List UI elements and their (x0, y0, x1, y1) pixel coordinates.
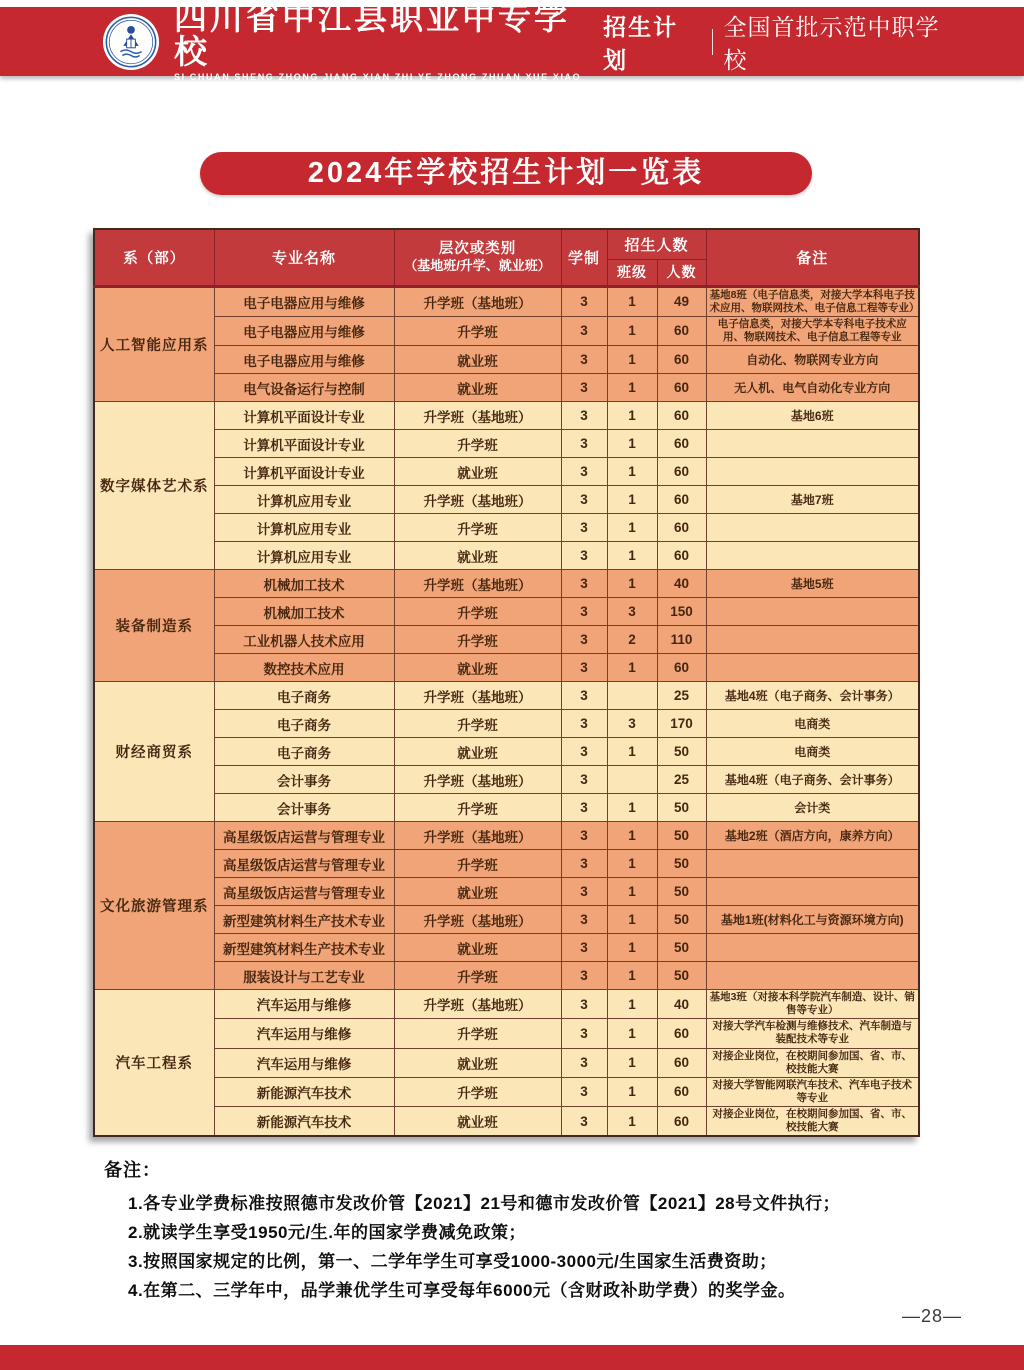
remark-cell: 对接企业岗位，在校期间参加国、省、市、校技能大赛 (706, 1107, 919, 1137)
classes-cell: 1 (607, 486, 657, 514)
classes-cell: 1 (607, 346, 657, 374)
page-title: 2024年学校招生计划一览表 (200, 152, 812, 195)
duration-cell: 3 (561, 286, 607, 316)
duration-cell: 3 (561, 514, 607, 542)
level-cell: 就业班 (394, 542, 561, 570)
classes-cell: 1 (607, 878, 657, 906)
level-cell: 就业班 (394, 878, 561, 906)
table-row (94, 286, 919, 316)
major-cell: 电子电器应用与维修 (214, 286, 394, 316)
students-cell: 60 (657, 486, 706, 514)
duration-cell: 3 (561, 766, 607, 794)
classes-cell: 1 (607, 738, 657, 766)
level-cell: 就业班 (394, 1107, 561, 1137)
table-row (94, 682, 919, 710)
classes-cell: 1 (607, 514, 657, 542)
major-cell: 电子电器应用与维修 (214, 346, 394, 374)
enrollment-table-wrap (93, 228, 918, 1137)
duration-cell: 3 (561, 1019, 607, 1048)
remark-cell: 无人机、电气自动化专业方向 (706, 374, 919, 402)
remark-cell (706, 430, 919, 458)
classes-cell: 1 (607, 794, 657, 822)
duration-cell: 3 (561, 1107, 607, 1137)
table-body (94, 286, 919, 1136)
remark-cell: 对接大学汽车检测与维修技术、汽车制造与装配技术等专业 (706, 1019, 919, 1048)
students-cell: 60 (657, 346, 706, 374)
level-cell: 就业班 (394, 738, 561, 766)
col-students: 人数 (657, 259, 706, 286)
major-cell: 计算机应用专业 (214, 514, 394, 542)
header-row-1 (94, 229, 919, 259)
remark-cell: 电商类 (706, 710, 919, 738)
remark-cell: 对接大学智能网联汽车技术、汽车电子技术等专业 (706, 1077, 919, 1106)
col-level (394, 229, 561, 286)
students-cell: 60 (657, 402, 706, 430)
col-remark: 备注 (706, 229, 919, 286)
table-row (94, 738, 919, 766)
notes-label: 备注： (104, 1160, 161, 1180)
remark-cell: 基地1班(材料化工与资源环境方向) (706, 906, 919, 934)
remark-cell: 会计类 (706, 794, 919, 822)
students-cell: 40 (657, 990, 706, 1019)
major-cell: 机械加工技术 (214, 570, 394, 598)
students-cell: 60 (657, 458, 706, 486)
students-cell: 60 (657, 374, 706, 402)
classes-cell (607, 766, 657, 794)
major-cell: 高星级饭店运营与管理专业 (214, 850, 394, 878)
level-cell: 升学班（基地班） (394, 906, 561, 934)
students-cell: 60 (657, 514, 706, 542)
remark-cell: 电子信息类，对接大学本专科电子技术应用、物联网技术、电子信息工程等专业 (706, 316, 919, 345)
table-row (94, 626, 919, 654)
students-cell: 60 (657, 1077, 706, 1106)
major-cell: 新能源汽车技术 (214, 1107, 394, 1137)
table-row (94, 514, 919, 542)
students-cell: 50 (657, 738, 706, 766)
classes-cell: 2 (607, 626, 657, 654)
col-classes: 班级 (607, 259, 657, 286)
note-item: 2.就读学生享受1950元/生.年的国家学费减免政策； (128, 1223, 526, 1242)
table-row (94, 1077, 919, 1106)
duration-cell: 3 (561, 962, 607, 990)
duration-cell: 3 (561, 794, 607, 822)
note-item: 4.在第二、三学年中，品学兼优学生可享受每年6000元（含财政补助学费）的奖学金。 (128, 1281, 796, 1300)
classes-cell: 1 (607, 430, 657, 458)
classes-cell: 1 (607, 458, 657, 486)
table-row (94, 402, 919, 430)
header-band (0, 0, 1024, 82)
level-cell: 升学班（基地班） (394, 402, 561, 430)
major-cell: 机械加工技术 (214, 598, 394, 626)
duration-cell: 3 (561, 682, 607, 710)
major-cell: 电子商务 (214, 710, 394, 738)
remark-cell: 基地8班（电子信息类，对接大学本科电子技术应用、物联网技术、电子信息工程等专业） (706, 286, 919, 316)
tagline-right: 全国首批示范中职学校 (723, 13, 940, 73)
major-cell: 高星级饭店运营与管理专业 (214, 878, 394, 906)
remark-cell: 自动化、物联网专业方向 (706, 346, 919, 374)
classes-cell: 1 (607, 654, 657, 682)
table-row (94, 794, 919, 822)
remark-cell (706, 934, 919, 962)
students-cell: 150 (657, 598, 706, 626)
remark-cell (706, 514, 919, 542)
remark-cell (706, 598, 919, 626)
remark-cell (706, 654, 919, 682)
level-cell: 升学班（基地班） (394, 766, 561, 794)
classes-cell: 1 (607, 1077, 657, 1106)
page-number: —28— (901, 1306, 962, 1326)
school-name: 四川省中江县职业中专学校 (174, 0, 570, 71)
major-cell: 计算机平面设计专业 (214, 402, 394, 430)
duration-cell: 3 (561, 570, 607, 598)
remark-cell (706, 458, 919, 486)
duration-cell: 3 (561, 850, 607, 878)
students-cell: 60 (657, 654, 706, 682)
header-tagline (603, 9, 962, 75)
students-cell: 50 (657, 878, 706, 906)
students-cell: 60 (657, 1107, 706, 1137)
remark-cell (706, 542, 919, 570)
major-cell: 汽车运用与维修 (214, 1048, 394, 1077)
duration-cell: 3 (561, 738, 607, 766)
level-cell: 升学班 (394, 316, 561, 345)
major-cell: 新型建筑材料生产技术专业 (214, 934, 394, 962)
tagline-left: 招生计划 (603, 13, 679, 73)
level-cell: 升学班 (394, 1019, 561, 1048)
students-cell: 60 (657, 1019, 706, 1048)
students-cell: 110 (657, 626, 706, 654)
students-cell: 50 (657, 906, 706, 934)
dept-cell: 汽车工程系 (94, 990, 214, 1137)
col-major: 专业名称 (214, 229, 394, 286)
note-item: 1.各专业学费标准按照德市发改价管【2021】21号和德市发改价管【2021】28号文件执行； (128, 1194, 841, 1213)
table-row (94, 906, 919, 934)
students-cell: 50 (657, 962, 706, 990)
students-cell: 25 (657, 682, 706, 710)
dept-cell: 数字媒体艺术系 (94, 402, 214, 570)
major-cell: 计算机应用专业 (214, 542, 394, 570)
classes-cell: 1 (607, 542, 657, 570)
remark-cell (706, 962, 919, 990)
level-cell: 升学班 (394, 598, 561, 626)
classes-cell: 1 (607, 1048, 657, 1077)
level-cell: 升学班 (394, 626, 561, 654)
major-cell: 高星级饭店运营与管理专业 (214, 822, 394, 850)
remark-cell: 电商类 (706, 738, 919, 766)
classes-cell: 1 (607, 570, 657, 598)
notes (104, 1156, 934, 1305)
students-cell: 60 (657, 316, 706, 345)
table-row (94, 1048, 919, 1077)
level-cell: 升学班（基地班） (394, 486, 561, 514)
level-cell: 升学班 (394, 430, 561, 458)
classes-cell: 1 (607, 286, 657, 316)
duration-cell: 3 (561, 822, 607, 850)
major-cell: 计算机平面设计专业 (214, 458, 394, 486)
classes-cell: 1 (607, 1019, 657, 1048)
table-header (94, 229, 919, 286)
classes-cell: 3 (607, 710, 657, 738)
level-cell: 升学班 (394, 794, 561, 822)
students-cell: 60 (657, 1048, 706, 1077)
remark-cell (706, 878, 919, 906)
remark-cell: 对接企业岗位，在校期间参加国、省、市、校技能大赛 (706, 1048, 919, 1077)
table-row (94, 878, 919, 906)
school-logo-icon (102, 13, 160, 71)
remark-cell: 基地4班（电子商务、会计事务） (706, 682, 919, 710)
table-row (94, 570, 919, 598)
duration-cell: 3 (561, 486, 607, 514)
table-row (94, 1019, 919, 1048)
table-row (94, 822, 919, 850)
students-cell: 50 (657, 822, 706, 850)
classes-cell: 1 (607, 962, 657, 990)
remark-cell (706, 626, 919, 654)
duration-cell: 3 (561, 374, 607, 402)
school-name-pinyin: SI CHUAN SHENG ZHONG JIANG XIAN ZHI YE ZHONG ZHUAN XUE XIAO (174, 72, 582, 82)
major-cell: 电子商务 (214, 738, 394, 766)
duration-cell: 3 (561, 458, 607, 486)
classes-cell: 1 (607, 850, 657, 878)
major-cell: 工业机器人技术应用 (214, 626, 394, 654)
duration-cell: 3 (561, 934, 607, 962)
major-cell: 计算机应用专业 (214, 486, 394, 514)
school-names (174, 1, 603, 82)
students-cell: 170 (657, 710, 706, 738)
table-row (94, 430, 919, 458)
table-row (94, 934, 919, 962)
level-cell: 就业班 (394, 934, 561, 962)
students-cell: 60 (657, 542, 706, 570)
remark-cell: 基地7班 (706, 486, 919, 514)
classes-cell: 1 (607, 402, 657, 430)
remark-cell: 基地5班 (706, 570, 919, 598)
classes-cell: 3 (607, 598, 657, 626)
table-row (94, 542, 919, 570)
duration-cell: 3 (561, 906, 607, 934)
major-cell: 汽车运用与维修 (214, 1019, 394, 1048)
major-cell: 新型建筑材料生产技术专业 (214, 906, 394, 934)
tagline-divider (712, 29, 713, 55)
major-cell: 服装设计与工艺专业 (214, 962, 394, 990)
table-row (94, 962, 919, 990)
students-cell: 49 (657, 286, 706, 316)
note-item: 3.按照国家规定的比例，第一、二学年学生可享受1000-3000元/生国家生活费资助； (128, 1252, 777, 1271)
students-cell: 60 (657, 430, 706, 458)
level-cell: 就业班 (394, 374, 561, 402)
dept-cell: 财经商贸系 (94, 682, 214, 822)
major-cell: 新能源汽车技术 (214, 1077, 394, 1106)
table-row (94, 598, 919, 626)
duration-cell: 3 (561, 1077, 607, 1106)
level-cell: 升学班（基地班） (394, 570, 561, 598)
classes-cell: 1 (607, 822, 657, 850)
table-row (94, 710, 919, 738)
duration-cell: 3 (561, 598, 607, 626)
duration-cell: 3 (561, 542, 607, 570)
classes-cell: 1 (607, 990, 657, 1019)
duration-cell: 3 (561, 990, 607, 1019)
students-cell: 50 (657, 934, 706, 962)
col-dept: 系（部） (94, 229, 214, 286)
level-cell: 就业班 (394, 346, 561, 374)
level-cell: 升学班（基地班） (394, 822, 561, 850)
dept-cell: 人工智能应用系 (94, 286, 214, 402)
major-cell: 数控技术应用 (214, 654, 394, 682)
level-cell: 升学班（基地班） (394, 990, 561, 1019)
dept-cell: 装备制造系 (94, 570, 214, 682)
level-cell: 就业班 (394, 1048, 561, 1077)
col-duration: 学制 (561, 229, 607, 286)
table-row (94, 990, 919, 1019)
duration-cell: 3 (561, 430, 607, 458)
major-cell: 电气设备运行与控制 (214, 374, 394, 402)
classes-cell: 1 (607, 934, 657, 962)
duration-cell: 3 (561, 346, 607, 374)
level-cell: 升学班（基地班） (394, 682, 561, 710)
level-cell: 升学班（基地班） (394, 286, 561, 316)
remark-cell (706, 850, 919, 878)
table-row (94, 316, 919, 345)
classes-cell: 1 (607, 374, 657, 402)
classes-cell: 1 (607, 906, 657, 934)
students-cell: 40 (657, 570, 706, 598)
classes-cell: 1 (607, 316, 657, 345)
remark-cell: 基地4班（电子商务、会计事务） (706, 766, 919, 794)
bottom-band (0, 1345, 1024, 1370)
table-row (94, 766, 919, 794)
table-row (94, 850, 919, 878)
major-cell: 电子电器应用与维修 (214, 316, 394, 345)
duration-cell: 3 (561, 878, 607, 906)
school-brand (102, 1, 603, 82)
major-cell: 会计事务 (214, 766, 394, 794)
duration-cell: 3 (561, 402, 607, 430)
remark-cell: 基地2班（酒店方向，康养方向） (706, 822, 919, 850)
duration-cell: 3 (561, 1048, 607, 1077)
level-cell: 就业班 (394, 458, 561, 486)
remark-cell: 基地6班 (706, 402, 919, 430)
major-cell: 会计事务 (214, 794, 394, 822)
major-cell: 计算机平面设计专业 (214, 430, 394, 458)
table-row (94, 486, 919, 514)
duration-cell: 3 (561, 626, 607, 654)
notes-list (104, 1189, 934, 1305)
major-cell: 电子商务 (214, 682, 394, 710)
col-enrollment: 招生人数 (607, 229, 706, 259)
level-cell: 升学班 (394, 850, 561, 878)
col-level-line2: （基地班/升学、就业班） (404, 258, 551, 274)
duration-cell: 3 (561, 710, 607, 738)
level-cell: 升学班 (394, 1077, 561, 1106)
level-cell: 升学班 (394, 710, 561, 738)
duration-cell: 3 (561, 316, 607, 345)
level-cell: 就业班 (394, 654, 561, 682)
level-cell: 升学班 (394, 962, 561, 990)
col-level-line1: 层次或类别 (438, 240, 517, 257)
classes-cell: 1 (607, 1107, 657, 1137)
students-cell: 50 (657, 794, 706, 822)
duration-cell: 3 (561, 654, 607, 682)
classes-cell (607, 682, 657, 710)
dept-cell: 文化旅游管理系 (94, 822, 214, 990)
table-row (94, 346, 919, 374)
major-cell: 汽车运用与维修 (214, 990, 394, 1019)
remark-cell: 基地3班（对接本科学院汽车制造、设计、销售等专业） (706, 990, 919, 1019)
table-row (94, 374, 919, 402)
table-row (94, 1107, 919, 1137)
table-row (94, 458, 919, 486)
enrollment-table (93, 228, 920, 1137)
level-cell: 升学班 (394, 514, 561, 542)
students-cell: 50 (657, 850, 706, 878)
students-cell: 25 (657, 766, 706, 794)
table-row (94, 654, 919, 682)
